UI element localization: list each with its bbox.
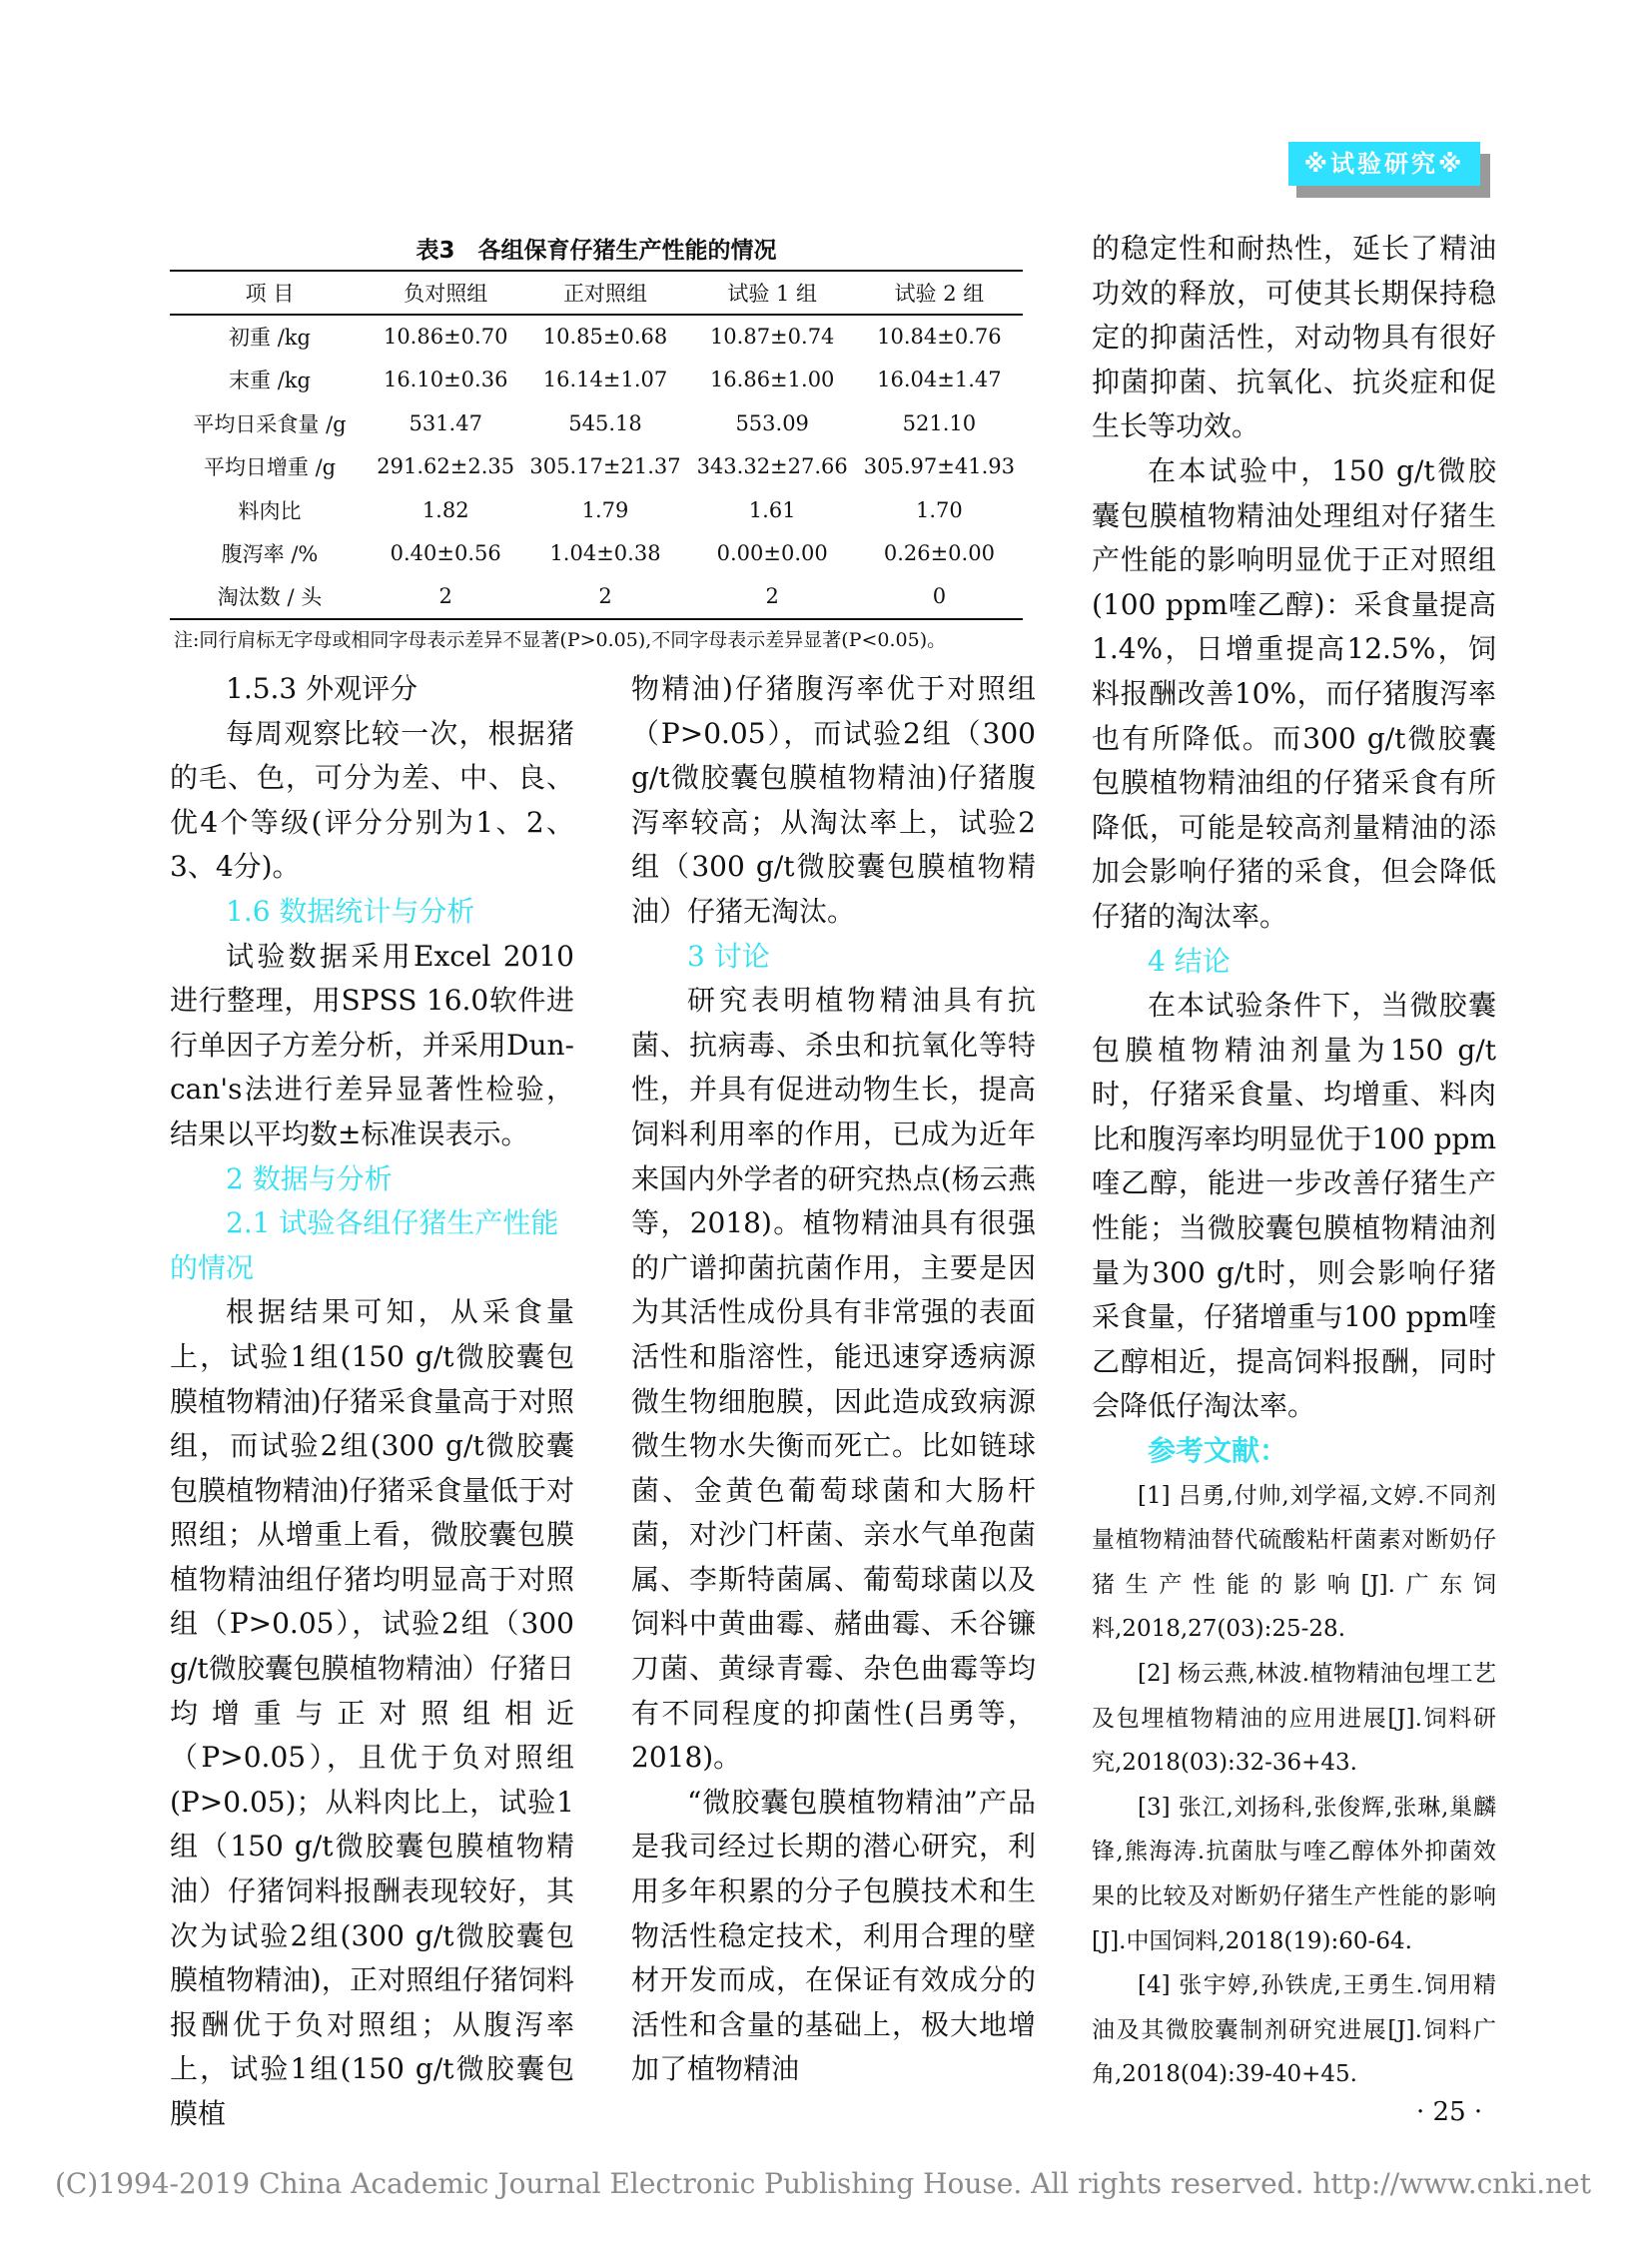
header-cell: 试验 2 组	[894, 282, 985, 306]
section-heading: 3 讨论	[687, 939, 770, 973]
section-heading: 2 数据与分析	[226, 1161, 393, 1195]
table-row	[170, 359, 1023, 402]
table-cell: 531.47	[409, 410, 482, 435]
table-cell: 10.87±0.74	[709, 325, 835, 350]
table-cell: 10.84±0.76	[877, 325, 1002, 350]
table-cell: 1.61	[748, 497, 796, 522]
table-cell: 291.62±2.35	[377, 454, 515, 479]
row-label: 初重 /kg	[229, 326, 311, 351]
table-cell: 2	[598, 584, 612, 609]
reference-item: [2] 杨云燕,林波.植物精油包埋工艺及包埋植物精油的应用进展[J].饲料研究,2018(03):32-36+43.	[1092, 1661, 1496, 1777]
performance-table	[170, 270, 1023, 620]
header-cell: 正对照组	[563, 282, 647, 306]
table-note: 注:同行肩标无字母或相同字母表示差异不显著(P>0.05),不同字母表示差异显著(P<0.05)。	[174, 629, 947, 651]
table-cell: 305.97±41.93	[863, 454, 1015, 479]
table-row	[170, 532, 1023, 576]
paragraph: 在本试验条件下，当微胶囊包膜植物精油剂量为150 g/t时，仔猪采食量、均增重、料肉比和腹泻率均明显优于100 ppm喹乙醇，能进一步改善仔猪生产性能；当微胶囊包膜植物精油剂量为300 g/t时，则会影响仔猪采食量，仔猪增重与100 ppm喹乙醇相近，提高饲料报酬，同时会降低仔淘汰率。	[1092, 989, 1496, 1423]
reference-item: [4] 张宇婷,孙铁虎,王勇生.饲用精油及其微胶囊制剂研究进展[J].饲料广角,2018(04):39-40+45.	[1092, 1972, 1496, 2088]
row-label: 腹泻率 /%	[221, 542, 319, 567]
section-heading: 1.6 数据统计与分析	[226, 894, 475, 928]
row-label: 料肉比	[238, 498, 302, 523]
table-row	[170, 445, 1023, 489]
table-row	[170, 488, 1023, 532]
paragraph: “微胶囊包膜植物精油”产品是我司经过长期的潜心研究，利用多年积累的分子包膜技术和生物活性稳定技术，利用合理的壁材开发而成，在保证有效成分的活性和含量的基础上，极大地增加了植物精油	[631, 1785, 1036, 2086]
table-cell: 1.82	[421, 497, 469, 522]
paragraph: 试验数据采用Excel 2010进行整理，用SPSS 16.0软件进行单因子方差分析，并采用Dun-can's法进行差异显著性检验，结果以平均数±标准误表示。	[170, 939, 574, 1150]
section-badge: ※试验研究※	[1288, 142, 1480, 186]
header-cell: 负对照组	[404, 282, 488, 306]
table-cell: 10.85±0.68	[542, 325, 668, 350]
table-cell: 16.14±1.07	[542, 368, 668, 392]
table-cell: 10.86±0.70	[383, 325, 508, 350]
row-label: 平均日采食量 /g	[193, 411, 347, 436]
table-row	[170, 575, 1023, 619]
table-cell: 553.09	[735, 410, 809, 435]
column-right	[1092, 227, 1496, 2097]
section-heading: 4 结论	[1148, 944, 1231, 978]
copyright-footer: (C)1994-2019 China Academic Journal Electronic Publishing House. All rights reserved. http://www.cnki.net	[55, 2167, 1592, 2200]
table-cell: 16.86±1.00	[709, 368, 835, 392]
table-cell: 0.40±0.56	[390, 541, 501, 566]
page-number: · 25 ·	[1416, 2097, 1483, 2127]
table-cell: 2	[765, 584, 779, 609]
reference-item: [1] 吕勇,付帅,刘学福,文婷.不同剂量植物精油替代硫酸粘杆菌素对断奶仔猪生产性能的影响[J].广东饲料,2018,27(03):25-28.	[1092, 1482, 1496, 1643]
table-cell: 16.10±0.36	[383, 368, 508, 392]
paragraph: 在本试验中，150 g/t微胶囊包膜植物精油处理组对仔猪生产性能的影响明显优于正对照组(100 ppm喹乙醇)：采食量提高1.4%，日增重提高12.5%，饲料报酬改善10%，而仔猪腹泻率也有所降低。而300 g/t微胶囊包膜植物精油组的仔猪采食有所降低，可能是较高剂量精油的添加会影响仔猪的采食，但会降低仔猪的淘汰率。	[1092, 453, 1496, 933]
paragraph: 的稳定性和耐热性，延长了精油功效的释放，可使其长期保持稳定的抑菌活性，对动物具有很好抑菌抑菌、抗氧化、抗炎症和促生长等功效。	[1092, 232, 1496, 443]
table-cell: 1.04±0.38	[549, 541, 661, 566]
row-label: 淘汰数 / 头	[217, 585, 323, 610]
paragraph: 研究表明植物精油具有抗菌、抗病毒、杀虫和抗氧化等特性，并具有促进动物生长，提高饲料利用率的作用，已成为近年来国内外学者的研究热点(杨云燕等，2018)。植物精油具有很强的广谱抑菌抗菌作用，主要是因为其活性成份具有非常强的表面活性和脂溶性，能迅速穿透病源微生物细胞膜，因此造成致病源微生物水失衡而死亡。比如链球菌、金黄色葡萄球菌和大肠杆菌，对沙门杆菌、亲水气单孢菌属、李斯特菌属、葡萄球菌以及饲料中黄曲霉、赭曲霉、禾谷镰刀菌、黄绿青霉、杂色曲霉等均有不同程度的抑菌性(吕勇等，2018)。	[631, 984, 1036, 1775]
paragraph: 物精油)仔猪腹泻率优于对照组（P>0.05），而试验2组（300 g/t微胶囊包膜植物精油)仔猪腹泻率较高；从淘汰率上，试验2组（300 g/t微胶囊包膜植物精油）仔猪无淘汰。	[631, 672, 1036, 928]
section-heading: 1.5.3 外观评分	[226, 672, 418, 705]
table-cell: 305.17±21.37	[529, 454, 681, 479]
table-cell: 0.00±0.00	[716, 541, 828, 566]
row-label: 平均日增重 /g	[203, 455, 337, 480]
table-row	[170, 401, 1023, 445]
table-cell: 2	[438, 584, 452, 609]
table-cell: 0	[932, 584, 947, 609]
reference-item: [3] 张江,刘扬科,张俊辉,张琳,巢麟锋,熊海涛.抗菌肽与喹乙醇体外抑菌效果的比较及对断奶仔猪生产性能的影响[J].中国饲料,2018(19):60-64.	[1092, 1794, 1496, 1954]
section-heading: 2.1 试验各组仔猪生产性能的情况	[170, 1206, 559, 1284]
header-cell: 项 目	[245, 282, 295, 306]
column-middle	[631, 667, 1036, 2092]
table-title: 表3 各组保育仔猪生产性能的情况	[415, 238, 777, 264]
table-cell: 545.18	[568, 410, 642, 435]
table-cell: 343.32±27.66	[696, 454, 848, 479]
table-cell: 1.79	[581, 497, 629, 522]
column-left	[170, 667, 574, 2137]
row-label: 末重 /kg	[229, 369, 311, 393]
table-cell: 521.10	[902, 410, 977, 435]
table-header-row	[170, 271, 1023, 315]
paragraph: 每周观察比较一次，根据猪的毛、色，可分为差、中、良、优4个等级(评分分别为1、2、3、4分)。	[170, 716, 574, 884]
table-cell: 0.26±0.00	[883, 541, 995, 566]
references-heading: 参考文献：	[1148, 1434, 1288, 1468]
table-cell: 1.70	[916, 497, 963, 522]
header-cell: 试验 1 组	[727, 282, 818, 306]
paragraph: 根据结果可知，从采食量上，试验1组(150 g/t微胶囊包膜植物精油)仔猪采食量高于对照组，而试验2组(300 g/t微胶囊包膜植物精油)仔猪采食量低于对照组；从增重上看，微胶囊包膜植物精油组仔猪均明显高于对照组（P>0.05），试验2组（300 g/t微胶囊包膜植物精油）仔猪日均增重与正对照组相近（P>0.05），且优于负对照组(P>0.05)；从料肉比上，试验1组（150 g/t微胶囊包膜植物精油）仔猪饲料报酬表现较好，其次为试验2组(300 g/t微胶囊包膜植物精油)，正对照组仔猪饲料报酬优于负对照组；从腹泻率上，试验1组(150 g/t微胶囊包膜植	[170, 1295, 574, 2130]
table-cell: 16.04±1.47	[877, 368, 1002, 392]
table-row	[170, 315, 1023, 359]
